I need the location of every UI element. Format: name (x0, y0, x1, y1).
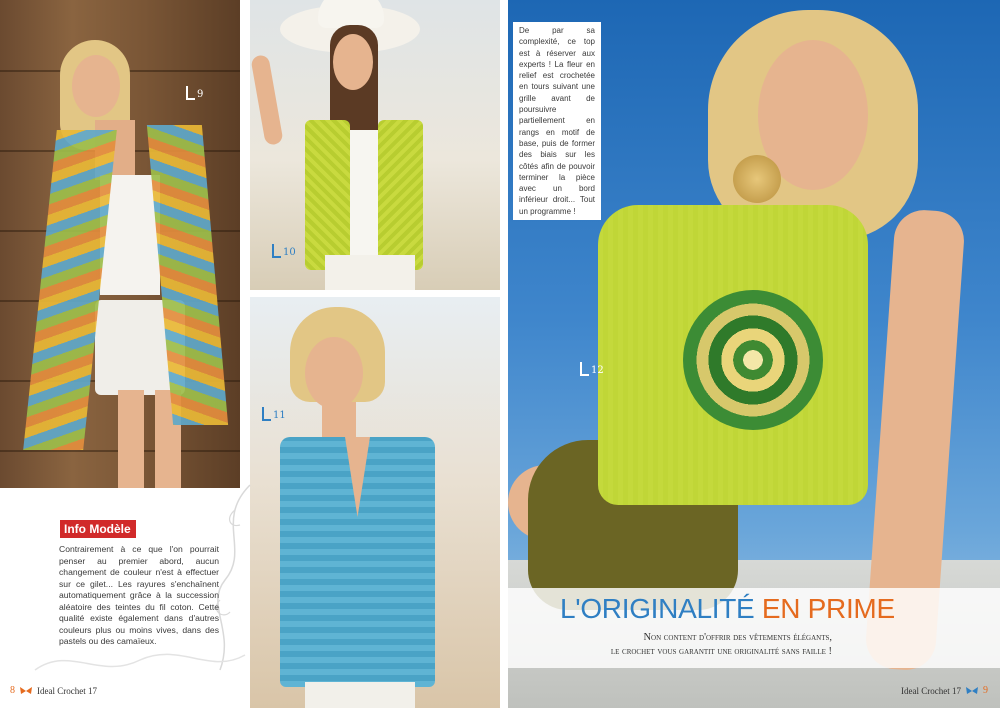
photo-model-9 (0, 0, 240, 488)
butterfly-icon (19, 687, 33, 695)
footer-right (901, 685, 988, 696)
magazine-title-right: Ideal Crochet 17 (901, 685, 961, 696)
intro-text-box (513, 22, 601, 220)
magazine-title-left: Ideal Crochet 17 (37, 685, 97, 696)
page-number-right: 9 (983, 685, 988, 696)
photo-model-10 (250, 0, 500, 290)
info-model-text: Contrairement à ce que l'on pourrait penser au premier abord, aucun changement de couleur n'est à effectuer sur ce gilet... Les rayures s'enchaînent automatiquement grâce à la succession aléatoire des teintes du fil coton. Cette qualité existe également dans d'autres couleurs plus ou moins vives, dans des pastels ou des camaïeux. (59, 544, 219, 646)
headline-subtitle-line2: le crochet vous garantit une originalité sans faille ! (610, 646, 832, 657)
photo-model-11 (250, 297, 500, 708)
headline-part1: L'ORIGINALITÉ (560, 593, 755, 624)
model-number-12: 12 (580, 362, 604, 376)
page-number-left: 8 (10, 685, 15, 696)
headline-part2: EN PRIME (761, 593, 895, 624)
info-model-badge: Info Modèle (60, 520, 136, 538)
model-number-9: 9 (186, 86, 203, 100)
model-number-11: 11 (262, 407, 286, 421)
headline-subtitle-line1: Non content d'offrir des vêtements élégants, (643, 632, 832, 643)
headline-title (560, 593, 895, 625)
butterfly-icon (965, 687, 979, 695)
footer-left (10, 685, 97, 696)
model-number-10: 10 (272, 244, 296, 258)
intro-text: De par sa complexité, ce top est à réserver aux experts ! La fleur en relief est crochetée en tours suivant une grille avant de poursuivre partiellement en rangs en motif de base, puis de former des biais sur les côtés afin de pouvoir terminer la pièce avec un bord inférieur droit... Tout un programme ! (519, 26, 595, 216)
